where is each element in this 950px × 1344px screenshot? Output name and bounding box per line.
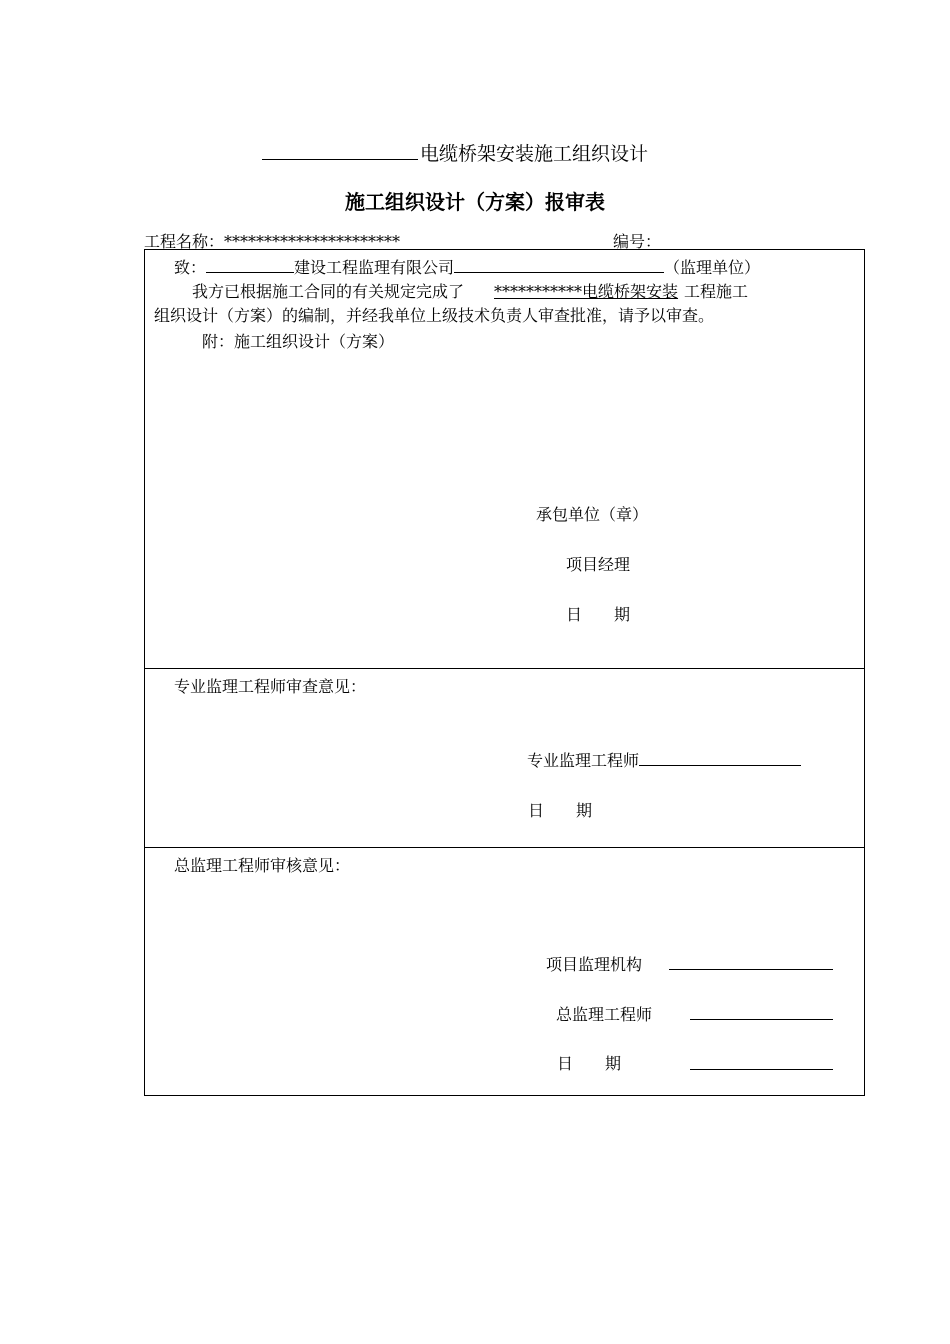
engineer-signer-label: 专业监理工程师: [527, 751, 640, 770]
engineer-signer-row: [527, 748, 801, 771]
section-divider: [145, 668, 864, 669]
addressee-line: [174, 255, 760, 278]
supervisor-company: 建设工程监理有限公司: [294, 258, 455, 277]
body-suffix: 工程施工: [684, 282, 749, 301]
supervisor-name-blank[interactable]: [206, 256, 294, 273]
engineer-date-label: 日 期: [528, 801, 593, 820]
chief-review-title: 总监理工程师审核意见：: [174, 856, 351, 875]
attachment-line: 附：施工组织设计（方案）: [202, 332, 395, 351]
chief-date-blank[interactable]: [690, 1053, 833, 1070]
project-mask: ***********: [494, 282, 583, 301]
project-manager-label: 项目经理: [566, 555, 631, 574]
supervisor-unit-suffix: （监理单位）: [664, 258, 761, 277]
form-title: 施工组织设计（方案）报审表: [345, 190, 605, 214]
engineer-signature-blank[interactable]: [639, 749, 801, 766]
supervision-org-blank[interactable]: [669, 953, 833, 970]
supervisor-unit-blank[interactable]: [454, 256, 664, 273]
serial-number-label[interactable]: 编号：: [613, 232, 662, 251]
project-name-label: 工程名称：: [144, 232, 225, 251]
chief-signer-label: 总监理工程师: [556, 1005, 653, 1024]
project-item-field[interactable]: [464, 282, 684, 301]
project-name-value[interactable]: **********************: [224, 232, 401, 251]
body-prefix: 我方已根据施工合同的有关规定完成了: [192, 282, 465, 301]
to-label: 致：: [174, 258, 207, 277]
contractor-seal-label: 承包单位（章）: [536, 505, 649, 524]
submit-date-label: 日 期: [566, 605, 631, 624]
document-title-text: 电缆桥架安装施工组织设计: [420, 143, 649, 165]
submission-body-line1: [192, 279, 748, 302]
chief-signature-blank[interactable]: [690, 1003, 833, 1020]
project-item: 电缆桥架安装: [582, 282, 679, 301]
project-name-blank[interactable]: [262, 138, 418, 160]
submission-body-line2: 组织设计（方案）的编制，并经我单位上级技术负责人审查批准，请予以审查。: [154, 306, 715, 325]
approval-form-table: [144, 249, 865, 1096]
engineer-review-title: 专业监理工程师审查意见：: [174, 677, 367, 696]
section-divider: [145, 847, 864, 848]
supervision-org-label: 项目监理机构: [546, 955, 643, 974]
chief-date-label: 日 期: [557, 1054, 622, 1073]
document-title: [262, 138, 648, 166]
